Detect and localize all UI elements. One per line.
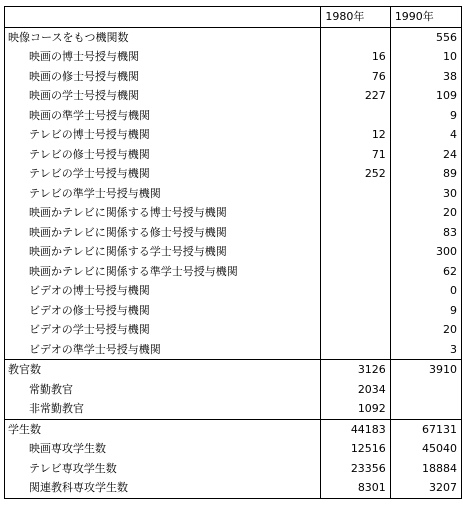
table-row (5, 478, 462, 498)
value-1980 (321, 320, 390, 340)
row-label: ビデオの学士号授与機関 (5, 320, 321, 340)
table-row (5, 399, 462, 419)
value-1990: 45040 (390, 439, 461, 459)
row-label: 非常勤教官 (5, 399, 321, 419)
row-label: テレビ専攻学生数 (5, 459, 321, 479)
value-1990: 67131 (390, 419, 461, 439)
row-label: 映画の博士号授与機関 (5, 47, 321, 67)
value-1990: 83 (390, 223, 461, 243)
table-row (5, 125, 462, 145)
table-row (5, 47, 462, 67)
row-label: 映画かテレビに関係する修士号授与機関 (5, 223, 321, 243)
value-1990: 0 (390, 281, 461, 301)
value-1980 (321, 242, 390, 262)
value-1980: 44183 (321, 419, 390, 439)
value-1990: 89 (390, 164, 461, 184)
header-blank-cell (5, 7, 321, 28)
value-1980 (321, 27, 390, 47)
table-row (5, 439, 462, 459)
value-1980: 23356 (321, 459, 390, 479)
value-1990: 109 (390, 86, 461, 106)
row-label: 常勤教官 (5, 380, 321, 400)
value-1990: 24 (390, 145, 461, 165)
value-1980: 76 (321, 67, 390, 87)
statistics-table-body (5, 7, 462, 499)
section-label: 映像コースをもつ機関数 (5, 27, 321, 47)
value-1990: 300 (390, 242, 461, 262)
section-row (5, 27, 462, 47)
section-row (5, 360, 462, 380)
row-label: 映画の修士号授与機関 (5, 67, 321, 87)
row-label: テレビの準学士号授与機関 (5, 184, 321, 204)
row-label: 映画かテレビに関係する準学士号授与機関 (5, 262, 321, 282)
value-1990: 3 (390, 340, 461, 360)
value-1990: 20 (390, 320, 461, 340)
table-row (5, 164, 462, 184)
value-1990: 62 (390, 262, 461, 282)
row-label: 映画の学士号授与機関 (5, 86, 321, 106)
section-label: 学生数 (5, 419, 321, 439)
value-1990: 20 (390, 203, 461, 223)
value-1990: 9 (390, 301, 461, 321)
value-1980: 71 (321, 145, 390, 165)
header-1980: 1980年 (321, 7, 390, 28)
row-label: 映画かテレビに関係する学士号授与機関 (5, 242, 321, 262)
value-1980: 8301 (321, 478, 390, 498)
value-1990: 4 (390, 125, 461, 145)
value-1990: 18884 (390, 459, 461, 479)
row-label: ビデオの準学士号授与機関 (5, 340, 321, 360)
row-label: テレビの学士号授与機関 (5, 164, 321, 184)
row-label: 映画の準学士号授与機関 (5, 106, 321, 126)
value-1980: 227 (321, 86, 390, 106)
value-1980: 1092 (321, 399, 390, 419)
value-1980 (321, 301, 390, 321)
row-label: ビデオの博士号授与機関 (5, 281, 321, 301)
value-1980 (321, 203, 390, 223)
value-1990: 30 (390, 184, 461, 204)
table-row (5, 459, 462, 479)
value-1980 (321, 281, 390, 301)
table-row (5, 320, 462, 340)
value-1990: 10 (390, 47, 461, 67)
header-row (5, 7, 462, 28)
value-1980: 3126 (321, 360, 390, 380)
value-1980 (321, 262, 390, 282)
value-1980: 12 (321, 125, 390, 145)
row-label: ビデオの修士号授与機関 (5, 301, 321, 321)
table-row (5, 145, 462, 165)
value-1990: 9 (390, 106, 461, 126)
table-row (5, 380, 462, 400)
value-1990 (390, 380, 461, 400)
value-1990: 556 (390, 27, 461, 47)
value-1990: 3910 (390, 360, 461, 380)
header-1990: 1990年 (390, 7, 461, 28)
row-label: 映画かテレビに関係する博士号授与機関 (5, 203, 321, 223)
value-1980 (321, 340, 390, 360)
value-1990: 3207 (390, 478, 461, 498)
table-row (5, 106, 462, 126)
value-1980: 12516 (321, 439, 390, 459)
table-row (5, 301, 462, 321)
row-label: 映画専攻学生数 (5, 439, 321, 459)
value-1980 (321, 223, 390, 243)
table-row (5, 203, 462, 223)
table-row (5, 184, 462, 204)
table-row (5, 223, 462, 243)
value-1980: 16 (321, 47, 390, 67)
value-1980: 252 (321, 164, 390, 184)
table-row (5, 281, 462, 301)
value-1990 (390, 399, 461, 419)
table-row (5, 340, 462, 360)
table-row (5, 242, 462, 262)
table-row (5, 262, 462, 282)
value-1980: 2034 (321, 380, 390, 400)
value-1980 (321, 184, 390, 204)
row-label: 関連教科専攻学生数 (5, 478, 321, 498)
row-label: テレビの修士号授与機関 (5, 145, 321, 165)
statistics-table (4, 6, 462, 499)
row-label: テレビの博士号授与機関 (5, 125, 321, 145)
value-1990: 38 (390, 67, 461, 87)
table-row (5, 67, 462, 87)
section-row (5, 419, 462, 439)
section-label: 教官数 (5, 360, 321, 380)
table-row (5, 86, 462, 106)
value-1980 (321, 106, 390, 126)
